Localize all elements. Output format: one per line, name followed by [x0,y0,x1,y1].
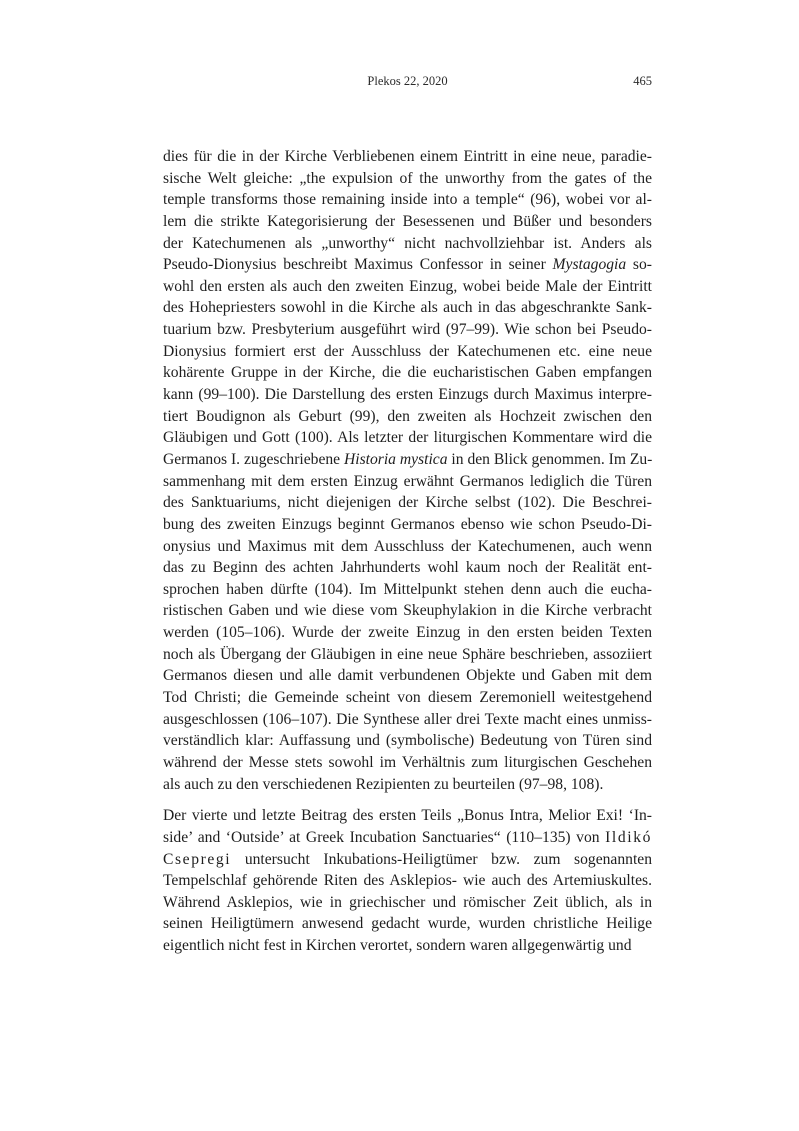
text-line: lem die strikte Kategorisierung der Besessenen und Büßer und besonders [163,212,652,230]
text-line: Germanos diesen und alle damit verbundenen Objekte und Gaben mit dem [163,667,652,685]
text-line: Tod Christi; die Gemeinde scheint von diesem Zeremoniell weitestgehend [163,689,652,707]
text-line: während der Messe stets sowohl im Verhältnis zum liturgischen Geschehen [163,753,652,771]
text-line: das zu Beginn des achten Jahrhunderts wohl kaum noch der Realität ent- [163,559,652,577]
text-line: tuarium bzw. Presbyterium ausgeführt wird (97–99). Wie schon bei Pseudo- [163,321,652,339]
text-line: Dionysius formiert erst der Ausschluss der Katechumenen etc. eine neue [163,342,652,360]
page-number: 465 [633,74,652,88]
paragraph-1 [163,146,652,795]
text-line: sammenhang mit dem ersten Einzug erwähnt Germanos lediglich die Türen [163,472,652,490]
italic-title: Mystagogia [552,256,627,274]
text-line: werden (105–106). Wurde der zweite Einzug in den ersten beiden Texten [163,624,652,642]
author-name: Ildikó [605,828,652,846]
paragraph-spacer [163,795,652,805]
italic-title: Historia mystica [343,450,448,468]
text-line: ausgeschlossen (106–107). Die Synthese aller drei Texte macht eines unmiss- [163,710,652,728]
text-line: seinen Heiligtümern anwesend gedacht wurde, wurden christliche Heilige [163,915,652,933]
text-line: Gläubigen und Gott (100). Als letzter der liturgischen Kommentare wird die [163,429,652,447]
text-line: Csepregi untersucht Inkubations-Heiligtümer bzw. zum sogenannten [163,850,652,868]
body-text [163,146,652,957]
text-line: Während Asklepios, wie in griechischer und römischer Zeit üblich, als in [163,893,652,911]
running-header [163,74,652,92]
text-line: der Katechumenen als „unworthy“ nicht nachvollziehbar ist. Anders als [163,234,652,252]
text-line: temple transforms those remaining inside into a temple“ (96), wobei vor al- [163,191,652,209]
text-line: dies für die in der Kirche Verbliebenen einem Eintritt in eine neue, paradie- [163,148,652,165]
journal-title: Plekos 22, 2020 [367,74,448,88]
text-line: noch als Übergang der Gläubigen in eine neue Sphäre beschrieben, assoziiert [163,645,652,663]
text-line: tiert Boudignon als Geburt (99), den zweiten als Hochzeit zwischen den [163,407,652,425]
text-line: sprochen haben dürfte (104). Im Mittelpunkt stehen denn auch die eucha- [163,580,652,598]
text-line: sische Welt gleiche: „the expulsion of the unworthy from the gates of the [163,169,652,187]
text-line: als auch zu den verschiedenen Rezipienten zu beurteilen (97–98, 108). [163,775,604,793]
text-line: Pseudo-Dionysius beschreibt Maximus Confessor in seiner Mystagogia so- [163,256,652,274]
text-line: des Hohepriesters sowohl in die Kirche als auch in das abgeschrankte Sank- [163,299,652,317]
text-line: side’ and ‘Outside’ at Greek Incubation Sanctuaries“ (110–135) von Ildikó [163,828,652,846]
text-line: kann (99–100). Die Darstellung des ersten Einzugs durch Maximus interpre- [163,386,652,404]
text-line: bung des zweiten Einzugs beginnt Germanos ebenso wie schon Pseudo-Di- [163,515,652,533]
author-name: Csepregi [163,850,232,868]
text-line: Tempelschlaf gehörende Riten des Asklepios- wie auch des Artemiuskultes. [163,872,652,890]
paragraph-2 [163,805,652,956]
text-line: verständlich klar: Auffassung und (symbolische) Bedeutung von Türen sind [163,732,652,750]
text-line: eigentlich nicht fest in Kirchen verortet, sondern waren allgegenwärtig und [163,937,632,955]
text-line: Germanos I. zugeschriebene Historia mystica in den Blick genommen. Im Zu- [163,450,653,468]
text-line: onysius und Maximus mit dem Ausschluss der Katechumenen, auch wenn [163,537,652,555]
text-line: ristischen Gaben und wie diese vom Skeuphylakion in die Kirche verbracht [163,602,652,620]
text-line: Der vierte und letzte Beitrag des ersten Teils „Bonus Intra, Melior Exi! ‘In- [163,807,652,825]
text-line: wohl den ersten als auch den zweiten Einzug, wobei beide Male der Eintritt [163,277,652,295]
text-line: kohärente Gruppe in der Kirche, die die eucharistischen Gaben empfangen [163,364,652,382]
text-line: des Sanktuariums, nicht diejenigen der Kirche selbst (102). Die Beschrei- [163,494,652,512]
